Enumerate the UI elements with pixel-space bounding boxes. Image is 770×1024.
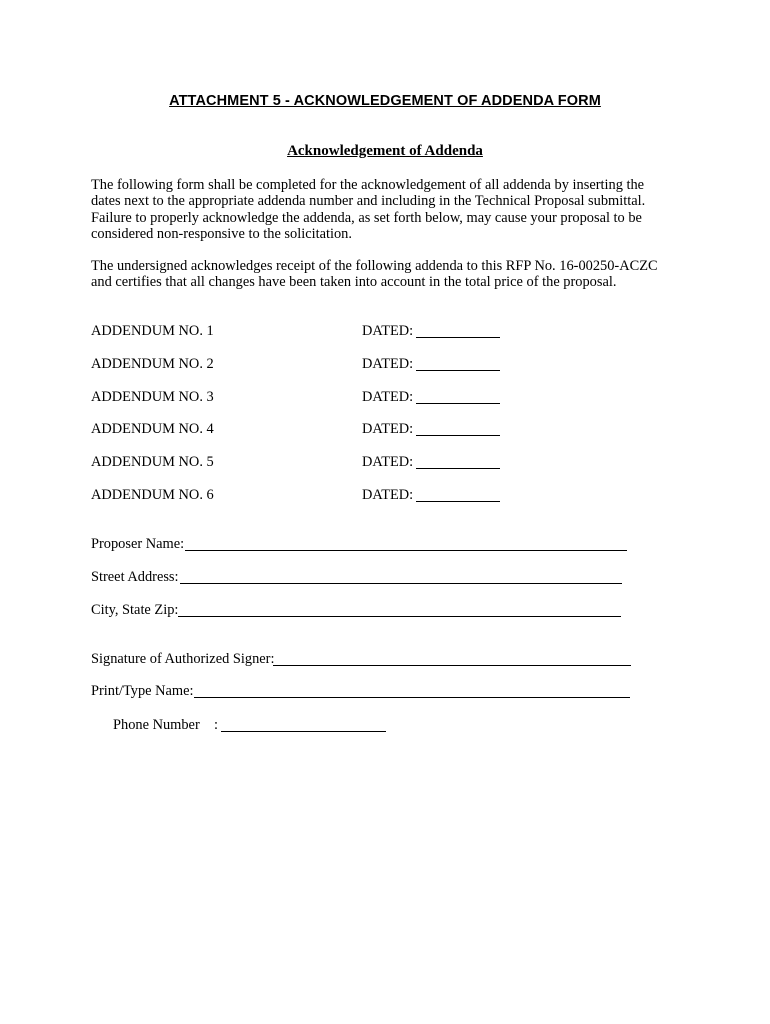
addendum-3-date-field[interactable] [416,403,500,404]
addendum-4-date-field[interactable] [416,435,500,436]
addendum-label: ADDENDUM NO. 6 [91,487,214,503]
dated-label: DATED: [362,356,414,372]
addendum-row [91,454,591,474]
proposer-name-row [91,536,631,556]
addendum-label: ADDENDUM NO. 2 [91,356,214,372]
addendum-5-date-field[interactable] [416,468,500,469]
print-name-label: Print/Type Name: [91,683,194,699]
form-subtitle: Acknowledgement of Addenda [287,143,483,159]
addendum-label: ADDENDUM NO. 5 [91,454,214,470]
addendum-row [91,323,591,343]
dated-label: DATED: [362,487,414,503]
dated-label: DATED: [362,323,414,339]
city-state-zip-row [91,602,631,622]
proposer-name-label: Proposer Name: [91,536,185,552]
street-address-field[interactable] [180,583,622,584]
phone-number-field[interactable] [221,731,386,732]
print-name-row [91,683,636,703]
phone-separator: : [214,717,218,733]
addendum-row [91,389,591,409]
phone-number-label: Phone Number [113,717,200,733]
addendum-row [91,421,591,441]
addendum-label: ADDENDUM NO. 4 [91,421,214,437]
dated-label: DATED: [362,421,414,437]
form-title: ATTACHMENT 5 - ACKNOWLEDGEMENT OF ADDENDA FORM [169,93,601,109]
addendum-row [91,487,591,507]
signature-field[interactable] [273,665,631,666]
city-state-zip-field[interactable] [178,616,621,617]
street-address-row [91,569,631,589]
addendum-label: ADDENDUM NO. 1 [91,323,214,339]
addendum-6-date-field[interactable] [416,501,500,502]
print-name-field[interactable] [194,697,630,698]
addendum-2-date-field[interactable] [416,370,500,371]
instructions-paragraph: The following form shall be completed for the acknowledgement of all addenda by inserting the dates next to the appropriate addenda number and including in the Technical Proposal submittal. Failure to properly acknowledge the addenda, as set forth below, may cause your proposal to be considered non-responsive to the solicitation. [91,177,646,242]
dated-label: DATED: [362,454,414,470]
proposer-name-field[interactable] [185,550,627,551]
addendum-row [91,356,591,376]
acknowledgement-paragraph: The undersigned acknowledges receipt of the following addenda to this RFP No. 16-00250-ACZC and certifies that all changes have been taken into account in the total price of the proposal. [91,258,658,291]
street-address-label: Street Address: [91,569,179,585]
signature-row [91,651,636,671]
city-state-zip-label: City, State Zip: [91,602,179,618]
addendum-1-date-field[interactable] [416,337,500,338]
addendum-label: ADDENDUM NO. 3 [91,389,214,405]
dated-label: DATED: [362,389,414,405]
signature-label: Signature of Authorized Signer: [91,651,275,667]
